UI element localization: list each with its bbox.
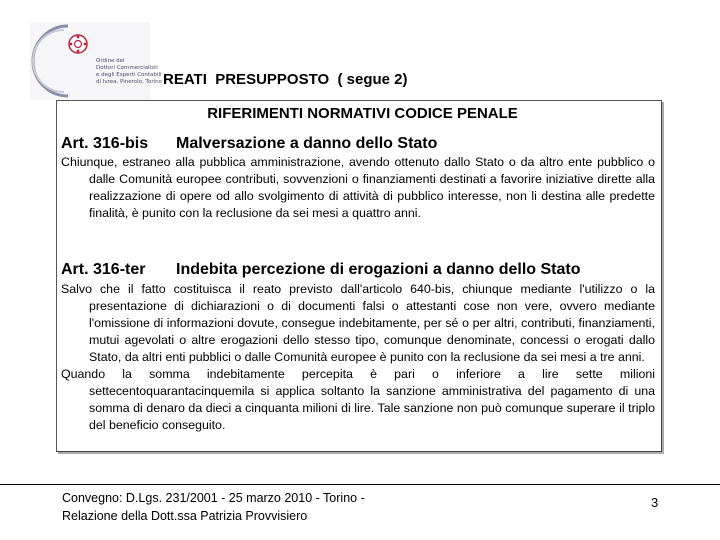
article-heading: Malversazione a danno dello Stato (176, 135, 438, 152)
logo-line: Ordine dei (96, 58, 125, 64)
article-paragraph: Salvo che il fatto costituisca il reato previsto dall'articolo 640-bis, chiunque mediante l'utilizzo o la presentazione di dichiarazioni o di documenti falsi o attestanti cose non vere, ovvero mediante l'omissione di informazioni dovute, consegue indebitamente, per sé o per altri, contributi, finanziamenti, mutui agevolati o altre erogazioni dello stesso tipo, comunque denominate, concessi o erogati dallo Stato, da altri enti pubblici o dalle Comunità europee è punito con la reclusione da sei mesi a tre anni. (61, 282, 655, 364)
article-number: Art. 316-bis (61, 135, 149, 152)
page-title: REATI PRESUPPOSTO ( segue 2) (163, 71, 408, 88)
article-text (61, 154, 655, 222)
article-paragraph: Chiunque, estraneo alla pubblica amministrazione, avendo ottenuto dallo Stato o da altro ente pubblico o dalle Comunità europee contributi, sovvenzioni o finanziamenti destinati a favorire iniziative dirette alla realizzazione di opere od allo svolgimento di attività di pubblico interesse, non li destina alle predette finalità, è punito con la reclusione da sei mesi a quattro anni. (61, 155, 655, 220)
section-subtitle (0, 105, 720, 122)
logo-line: di Ivrea, Pinerolo, Torino (96, 79, 162, 85)
section-subtitle-text: RIFERIMENTI NORMATIVI CODICE PENALE (207, 105, 518, 122)
article-paragraph: Quando la somma indebitamente percepita è pari o inferiore a lire sette milioni settecentoquarantacinquemila si applica soltanto la sanzione amministrativa del pagamento di una somma di denaro da dieci a cinquanta milioni di lire. Tale sanzione non può comunque superare il triplo del beneficio conseguito. (61, 367, 655, 432)
logo-line: Dottori Commercialisti (96, 65, 158, 71)
article-number: Art. 316-ter (61, 261, 146, 278)
footer-line-1: Convegno: D.Lgs. 231/2001 - 25 marzo 2010 - Torino - (62, 491, 365, 505)
article-heading: Indebita percezione di erogazioni a danno dello Stato (176, 261, 581, 278)
footer-line-2: Relazione della Dott.ssa Patrizia Provvisiero (62, 509, 308, 523)
logo-line: e degli Esperti Contabili (96, 72, 162, 78)
footer-divider (0, 484, 720, 485)
logo (30, 22, 162, 100)
footer-text (62, 489, 365, 525)
article-text (61, 281, 655, 434)
page-number: 3 (651, 495, 659, 510)
